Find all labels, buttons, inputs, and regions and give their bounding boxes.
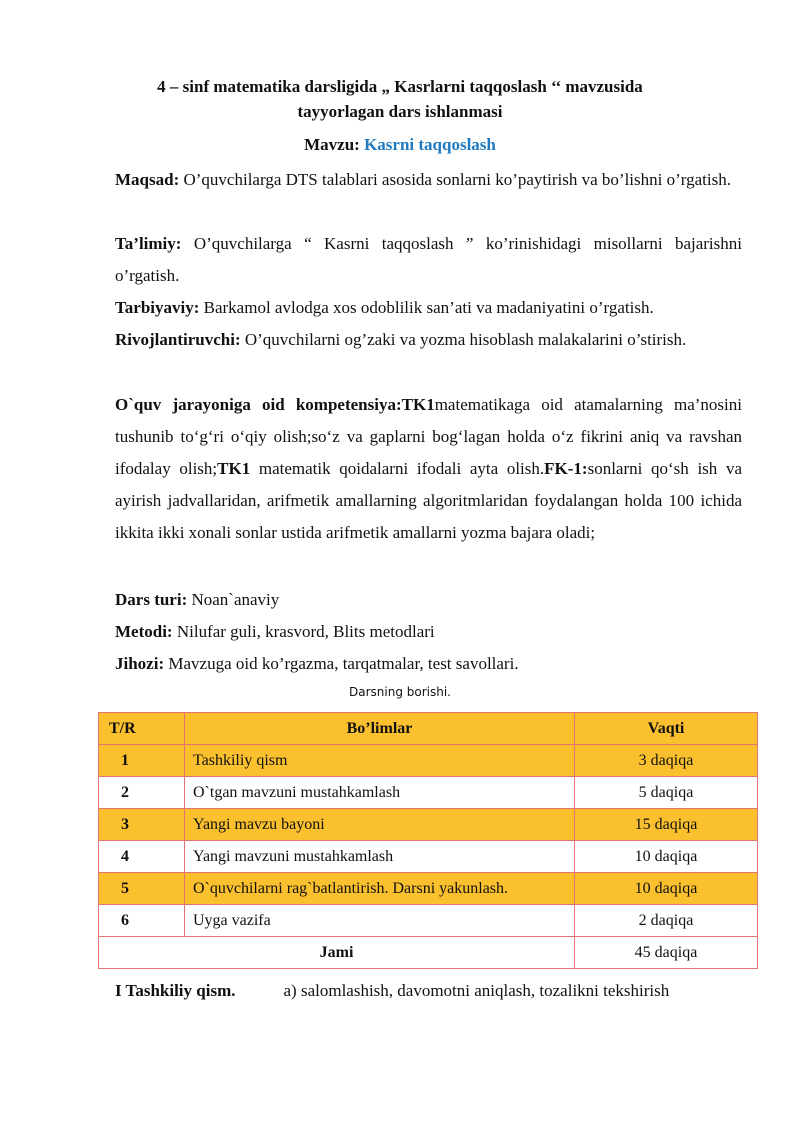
header-section: Bo’limlar (185, 713, 575, 745)
rivojlantiruvchi-label: Rivojlantiruvchi: (115, 330, 241, 349)
rivojlantiruvchi-paragraph (115, 324, 742, 356)
metodi-paragraph (115, 616, 742, 648)
title-line-2: tayyorlagan dars ishlanmasi (297, 102, 503, 121)
total-value: 45 daqiqa (575, 937, 758, 969)
row-time: 10 daqiqa (575, 841, 758, 873)
row-number: 6 (99, 905, 185, 937)
tarbiyaviy-paragraph (115, 292, 742, 324)
tashkiliy-label: I Tashkiliy qism. (115, 981, 236, 1000)
topic-value: Kasrni taqqoslash (364, 135, 496, 154)
tashkiliy-paragraph (115, 975, 742, 1007)
kompetensiya-paragraph (115, 389, 742, 549)
maqsad-text: O’quvchilarga DTS talablari asosida sonlarni ko’paytirish va bo’lishni o’rgatish. (179, 170, 731, 189)
kompetensiya-text-c: sonlarni qo‘sh ish va ayirish jadvallaridan, arifmetik amallarning algoritmlaridan foydalangan holda 100 ichida ikkita ikki xonali sonlar ustida arifmetik amallarni yozma bajara oladi; (115, 459, 742, 542)
table-header-row (99, 713, 758, 745)
row-section: Yangi mavzu bayoni (185, 809, 575, 841)
lesson-plan-table (98, 712, 758, 969)
jihozi-text: Mavzuga oid ko’rgazma, tarqatmalar, test savollari. (164, 654, 519, 673)
tk1-b: TK1 (217, 459, 251, 478)
topic-label: Mavzu: (304, 135, 360, 154)
row-number: 2 (99, 777, 185, 809)
tk1-a: TK1 (401, 395, 435, 414)
table-row (99, 777, 758, 809)
kompetensiya-text-a: matematikaga oid atamalarning ma’nosini tushunib to‘g‘ri o‘qiy olish;so‘z va gaplarni bog‘lagan holda o‘z fikrini aniq va ravshan ifodalay olish; (115, 395, 742, 478)
table-caption: Darsning borishi. (349, 685, 451, 699)
row-time: 5 daqiqa (575, 777, 758, 809)
table-row (99, 745, 758, 777)
talimiy-paragraph (115, 228, 742, 292)
row-section: Yangi mavzuni mustahkamlash (185, 841, 575, 873)
dars-turi-paragraph (115, 584, 742, 616)
header-time: Vaqti (575, 713, 758, 745)
row-section: Tashkiliy qism (185, 745, 575, 777)
dars-turi-label: Dars turi: (115, 590, 188, 609)
row-number: 5 (99, 873, 185, 905)
header-number: T/R (99, 713, 185, 745)
metodi-text: Nilufar guli, krasvord, Blits metodlari (172, 622, 435, 641)
title-line-1: 4 – sinf matematika darsligida „ Kasrlarni taqqoslash ‘‘ mavzusida (157, 77, 643, 96)
row-time: 10 daqiqa (575, 873, 758, 905)
fk1-label: FK-1: (544, 459, 588, 478)
total-label: Jami (99, 937, 575, 969)
row-section: O`quvchilarni rag`batlantirish. Darsni yakunlash. (185, 873, 575, 905)
row-number: 4 (99, 841, 185, 873)
table-row (99, 873, 758, 905)
jihozi-paragraph (115, 648, 742, 680)
row-section: O`tgan mavzuni mustahkamlash (185, 777, 575, 809)
tarbiyaviy-label: Tarbiyaviy: (115, 298, 200, 317)
talimiy-text: O’quvchilarga “ Kasrni taqqoslash ” ko’rinishidagi misollarni bajarishni o’rgatish. (115, 234, 742, 285)
row-section: Uyga vazifa (185, 905, 575, 937)
metodi-label: Metodi: (115, 622, 173, 641)
rivojlantiruvchi-text: O’quvchilarni og’zaki va yozma hisoblash malakalarini o’stirish. (240, 330, 687, 349)
document-title (100, 74, 700, 124)
row-time: 15 daqiqa (575, 809, 758, 841)
kompetensiya-text-b: matematik qoidalarni ifodali ayta olish. (250, 459, 545, 478)
table-row (99, 841, 758, 873)
talimiy-label: Ta’limiy: (115, 234, 182, 253)
topic-line (100, 133, 700, 157)
kompetensiya-label: O`quv jarayoniga oid kompetensiya: (115, 395, 402, 414)
table-total-row (99, 937, 758, 969)
row-number: 1 (99, 745, 185, 777)
tarbiyaviy-text: Barkamol avlodga xos odoblilik san’ati va madaniyatini o’rgatish. (199, 298, 654, 317)
maqsad-paragraph (115, 164, 742, 196)
row-number: 3 (99, 809, 185, 841)
table-row (99, 905, 758, 937)
row-time: 2 daqiqa (575, 905, 758, 937)
row-time: 3 daqiqa (575, 745, 758, 777)
jihozi-label: Jihozi: (115, 654, 165, 673)
tashkiliy-text: a) salomlashish, davomotni aniqlash, tozalikni tekshirish (283, 981, 670, 1000)
maqsad-label: Maqsad: (115, 170, 180, 189)
table-row (99, 809, 758, 841)
dars-turi-text: Noan`anaviy (187, 590, 280, 609)
